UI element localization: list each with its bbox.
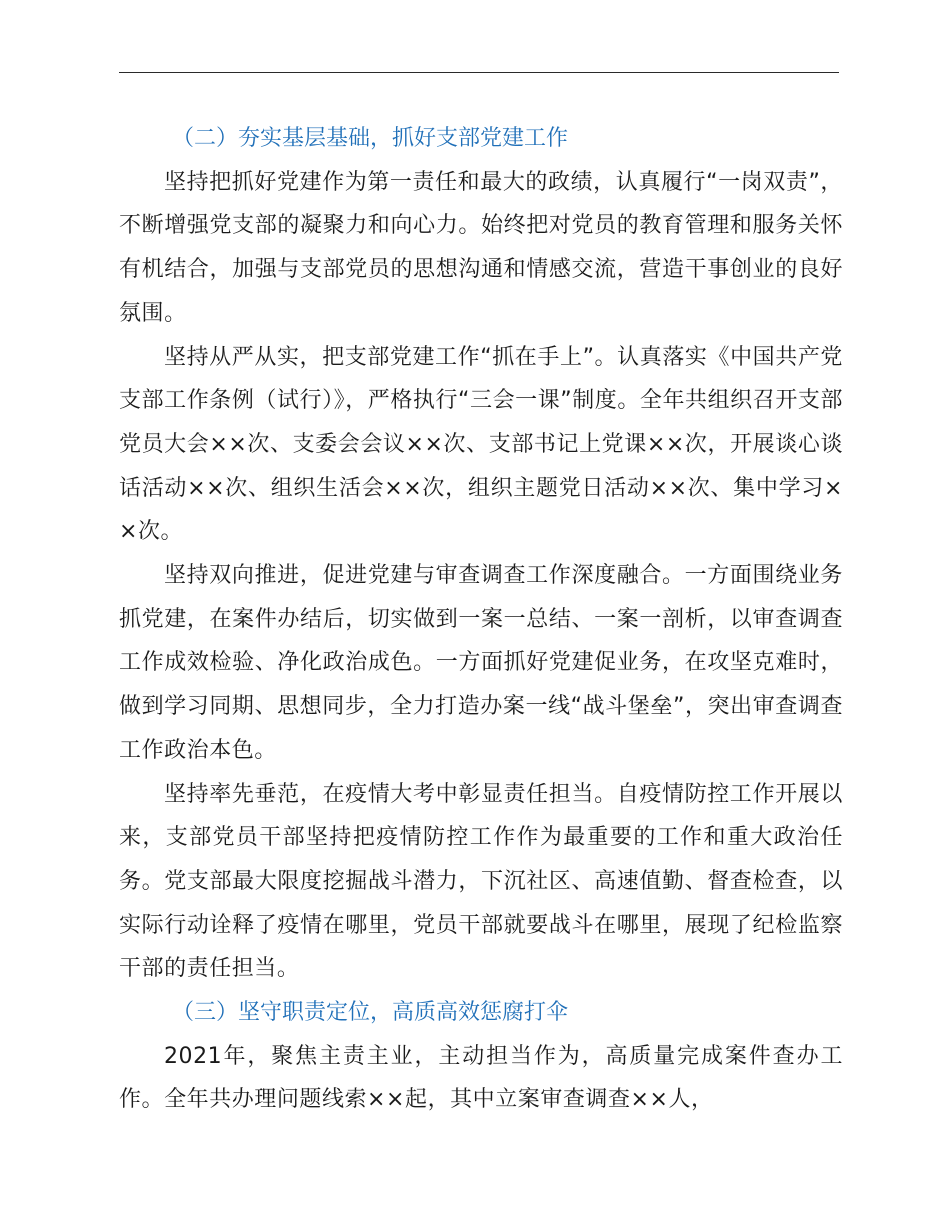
paragraph: 坚持率先垂范，在疫情大考中彰显责任担当。自疫情防控工作开展以来，支部党员干部坚持把疫情防控工作作为最重要的工作和重大政治任务。党支部最大限度挖掘战斗潜力，下沉社区、高速值勤、督查检查，以实际行动诠释了疫情在哪里，党员干部就要战斗在哪里，展现了纪检监察干部的责任担当。 xyxy=(119,781,843,982)
header-rule xyxy=(119,72,839,73)
paragraph: 坚持把抓好党建作为第一责任和最大的政绩，认真履行“一岗双责”，不断增强党支部的凝聚力和向心力。始终把对党员的教育管理和服务关怀有机结合，加强与支部党员的思想沟通和情感交流，营造干事创业的良好氛围。 xyxy=(119,169,843,326)
document-body xyxy=(119,117,843,1122)
section-heading-3: （三）坚守职责定位，高质高效惩腐打伞 xyxy=(172,1000,569,1026)
paragraph: 坚持从严从实，把支部党建工作“抓在手上”。认真落实《中国共产党支部工作条例（试行）》，严格执行“三会一课”制度。全年共组织召开支部党员大会××次、支委会会议××次、支部书记上党课××次，开展谈心谈话活动××次、组织生活会××次，组织主题党日活动××次、集中学习××次。 xyxy=(119,344,843,545)
section-heading-2: （二）夯实基层基础，抓好支部党建工作 xyxy=(172,126,569,151)
paragraph: 2021年，聚焦主责主业，主动担当作为，高质量完成案件查办工作。全年共办理问题线索××起，其中立案审查调查××人， xyxy=(119,1043,843,1113)
paragraph: 坚持双向推进，促进党建与审查调查工作深度融合。一方面围绕业务抓党建，在案件办结后，切实做到一案一总结、一案一剖析，以审查调查工作成效检验、净化政治成色。一方面抓好党建促业务，在攻坚克难时，做到学习同期、思想同步，全力打造办案一线“战斗堡垒”，突出审查调查工作政治本色。 xyxy=(119,563,843,763)
